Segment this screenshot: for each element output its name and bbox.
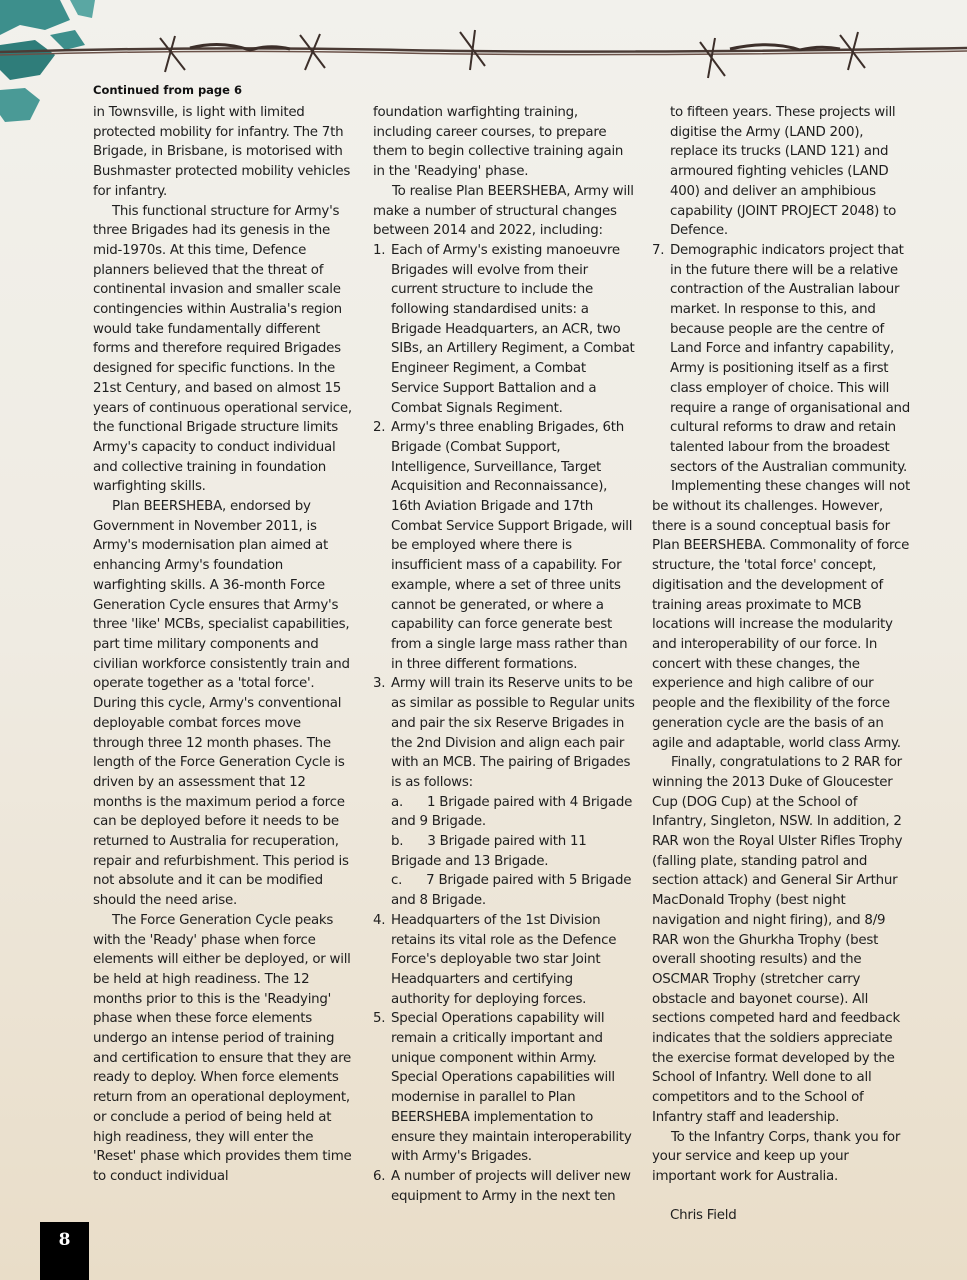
list-item (652, 241, 914, 477)
paragraph: in Townsville, is light with limited protected mobility for infantry. The 7th Brigade, in Brisbane, is motorised with Bushmaster protected mobility vehicles for infantry. (93, 105, 351, 199)
list-number: 3. (373, 676, 386, 692)
column-1 (93, 103, 355, 1187)
barbed-wire-decoration (0, 0, 967, 95)
list-item (373, 1009, 635, 1167)
list-item (373, 911, 635, 1010)
sub-list-item (373, 871, 635, 910)
list-text: Army's three enabling Brigades, 6th Brigade (Combat Support, Intelligence, Surveillance, Target Acquisition and Reconnaissance), 16th Aviation Brigade and 17th Combat Service Support Brigade, will be employed where there is insufficient mass of a capability. For example, where a set of three units cannot be generated, or where a capability can force generate best from a single large mass rather than in three different formations. (391, 420, 633, 672)
paragraph: To realise Plan BEERSHEBA, Army will make a number of structural changes between 2014 and 2022, including: (373, 183, 634, 239)
sub-text: 1 Brigade paired with 4 Brigade and 9 Brigade. (391, 794, 633, 830)
list-number: 1. (373, 242, 386, 258)
sub-text: 7 Brigade paired with 5 Brigade and 8 Brigade. (391, 873, 632, 909)
page-number: 8 (40, 1222, 89, 1280)
sub-letter: a. (391, 794, 403, 810)
paragraph: to fifteen years. These projects will digitise the Army (LAND 200), replace its trucks (LAND 121) and armoured fighting vehicles (LAND 400) and deliver an amphibious capability (JOINT PROJECT 2048) to Defence. (670, 105, 897, 239)
list-item (373, 674, 635, 792)
column-2 (373, 103, 635, 1206)
sub-list-item (373, 832, 635, 871)
list-number: 5. (373, 1011, 386, 1027)
list-item (373, 418, 635, 674)
list-text: A number of projects will deliver new equipment to Army in the next ten (391, 1168, 631, 1204)
list-text: Demographic indicators project that in the future there will be a relative contraction of the Australian labour market. In response to this, and because people are the centre of Land Force and infantry capability, Army is positioning itself as a first class employer of choice. This will require a range of organisational and cultural reforms to draw and retain talented labour from the broadest sectors of the Australian community. (670, 242, 911, 475)
sub-text: 3 Brigade paired with 11 Brigade and 13 Brigade. (391, 834, 587, 869)
sub-letter: b. (391, 834, 404, 850)
list-text: Army will train its Reserve units to be as similar as possible to Regular units and pair the six Reserve Brigades in the 2nd Division and align each pair with an MCB. The pairing of Brigades is as follows: (391, 676, 635, 790)
list-number: 4. (373, 912, 386, 928)
sub-letter: c. (391, 873, 403, 889)
list-text: Special Operations capability will remain a critically important and unique component within Army. Special Operations capabilities will modernise in parallel to Plan BEERSHEBA implementation to ensure they maintain interoperability with Army's Brigades. (391, 1011, 632, 1165)
list-number: 7. (652, 242, 665, 258)
list-text: Each of Army's existing manoeuvre Brigades will evolve from their current structure to include the following standardised units: a Brigade Headquarters, an ACR, two SIBs, an Artillery Regiment, a Combat Engineer Regiment, a Combat Service Support Battalion and a Combat Signals Regiment. (391, 242, 635, 416)
list-number: 2. (373, 420, 386, 436)
paragraph: Implementing these changes will not be without its challenges. However, there is a sound conceptual basis for Plan BEERSHEBA. Commonality of force structure, the 'total force' concept, digitisation and the development of training areas proximate to MCB locations will increase the modularity and interoperability of our force. In concert with these changes, the experience and high calibre of our people and the flexibility of the force generation cycle are the basis of an agile and adaptable, world class Army. (652, 479, 910, 751)
sub-list-item (373, 793, 635, 832)
list-item (373, 1167, 635, 1206)
paragraph: Plan BEERSHEBA, endorsed by Government in November 2011, is Army's modernisation plan aimed at enhancing Army's foundation warfighting skills. A 36-month Force Generation Cycle ensures that Army's three 'like' MCBs, specialist capabilities, part time military components and civilian workforce consistently train and operate together as a 'total force'. During this cycle, Army's conventional deployable combat forces move through three 12 month phases. The length of the Force Generation Cycle is driven by an assessment that 12 months is the maximum period a force can be deployed before it needs to be returned to Australia for recuperation, repair and refurbishment. This period is not absolute and it can be modified should the need arise. (93, 499, 350, 909)
paragraph: This functional structure for Army's three Brigades had its genesis in the mid-1970s. At this time, Defence planners believed that the threat of continental invasion and smaller scale contingencies within Australia's region would take fundamentally different forms and therefore required Brigades designed for specific functions. In the 21st Century, and based on almost 15 years of continuous operational service, the functional Brigade structure limits Army's capacity to conduct individual and collective training in foundation warfighting skills. (93, 203, 352, 495)
paragraph: foundation warfighting training, including career courses, to prepare them to begin collective training again in the 'Readying' phase. (373, 105, 624, 180)
signature: Chris Field (670, 1208, 737, 1224)
list-number: 6. (373, 1168, 386, 1184)
paragraph: The Force Generation Cycle peaks with the 'Ready' phase when force elements will either be deployed, or will be held at high readiness. The 12 months prior to this is the 'Readying' phase when these force elements undergo an intense period of training and certification to ensure that they are ready to deploy. When force elements return from an operational deployment, or conclude a period of being held at high readiness, they will enter the 'Reset' phase which provides them time to conduct individual (93, 912, 352, 1184)
list-text: Headquarters of the 1st Division retains its vital role as the Defence Force's deployable two star Joint Headquarters and certifying authority for deploying forces. (391, 912, 617, 1007)
column-3 (652, 103, 914, 1226)
list-item (373, 241, 635, 418)
paragraph: Finally, congratulations to 2 RAR for winning the 2013 Duke of Gloucester Cup (DOG Cup) at the School of Infantry, Singleton, NSW. In addition, 2 RAR won the Royal Ulster Rifles Trophy (falling plate, standing patrol and section attack) and General Sir Arthur MacDonald Trophy (best night navigation and night firing), and 8/9 RAR won the Ghurkha Trophy (best overall shooting results) and the OSCMAR Trophy (stretcher carry obstacle and bayonet course). All sections competed hard and feedback indicates that the soldiers appreciate the exercise format developed by the School of Infantry. Well done to all competitors and to the School of Infantry staff and leadership. (652, 755, 903, 1125)
continued-from-label: Continued from page 6 (93, 83, 242, 97)
paragraph: To the Infantry Corps, thank you for your service and keep up your important work for Australia. (652, 1129, 901, 1184)
